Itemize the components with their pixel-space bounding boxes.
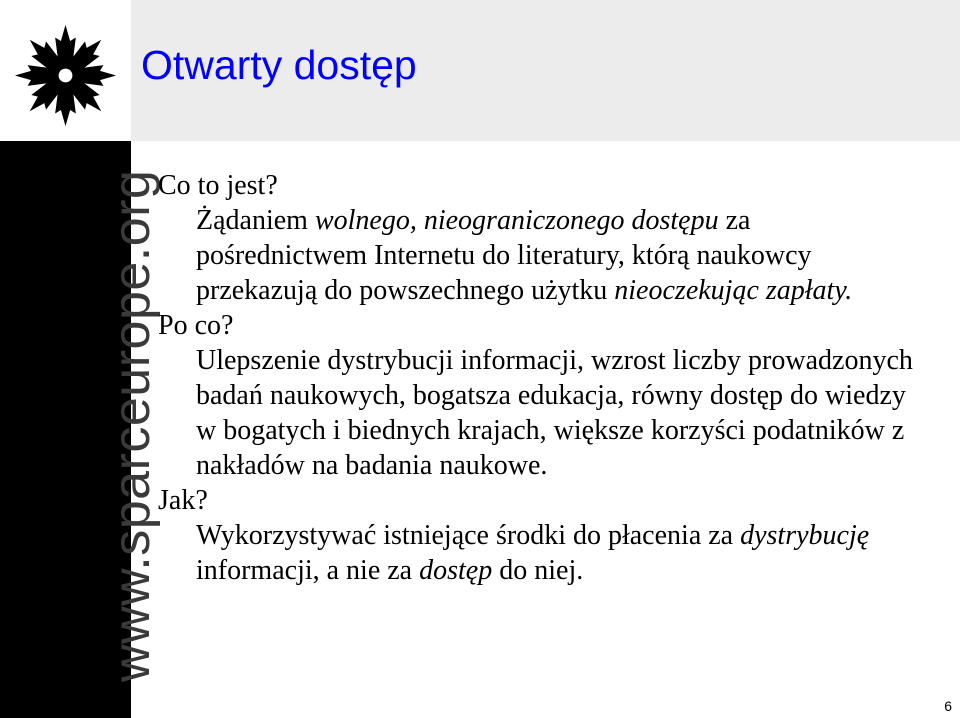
answer-how-italic-1: dystrybucję — [740, 520, 870, 551]
question-why: Po co? — [158, 310, 234, 341]
slide-number: 6 — [944, 698, 952, 714]
question-how: Jak? — [158, 485, 208, 516]
answer-why: Ulepszenie dystrybucji informacji, wzrost liczby prowadzonych badań naukowych, bogatsza edukacja, równy dostęp do wiedzy w bogatych i biednych krajach, większe korzyści podatników z nakładów na badania naukowe. — [196, 345, 913, 481]
answer-what-text-1: Żądaniem — [196, 205, 315, 236]
answer-what-italic-2: nieoczekując zapłaty. — [614, 275, 853, 306]
answer-what — [158, 203, 928, 308]
sparc-logo-icon — [8, 18, 123, 133]
page-title: Otwarty dostęp — [141, 42, 417, 88]
answer-how-text-1: Wykorzystywać istniejące środki do płacenia za — [196, 520, 741, 551]
logo-area — [0, 0, 131, 141]
answer-how — [158, 518, 928, 588]
answer-what-italic-1: wolnego, nieograniczonego dostępu — [314, 205, 719, 236]
answer-how-text-2: informacji, a nie za — [196, 555, 420, 586]
question-what: Co to jest? — [158, 170, 278, 201]
slide-content — [158, 168, 928, 588]
sidebar: www.sparceurope.org — [0, 0, 131, 718]
answer-how-italic-2: dostęp — [419, 555, 493, 586]
answer-how-text-3: do niej. — [492, 555, 584, 586]
answer-what-text-2: za pośrednictwem Internetu do literatury, którą naukowcy przekazują do powszechnego użytku — [196, 205, 812, 306]
